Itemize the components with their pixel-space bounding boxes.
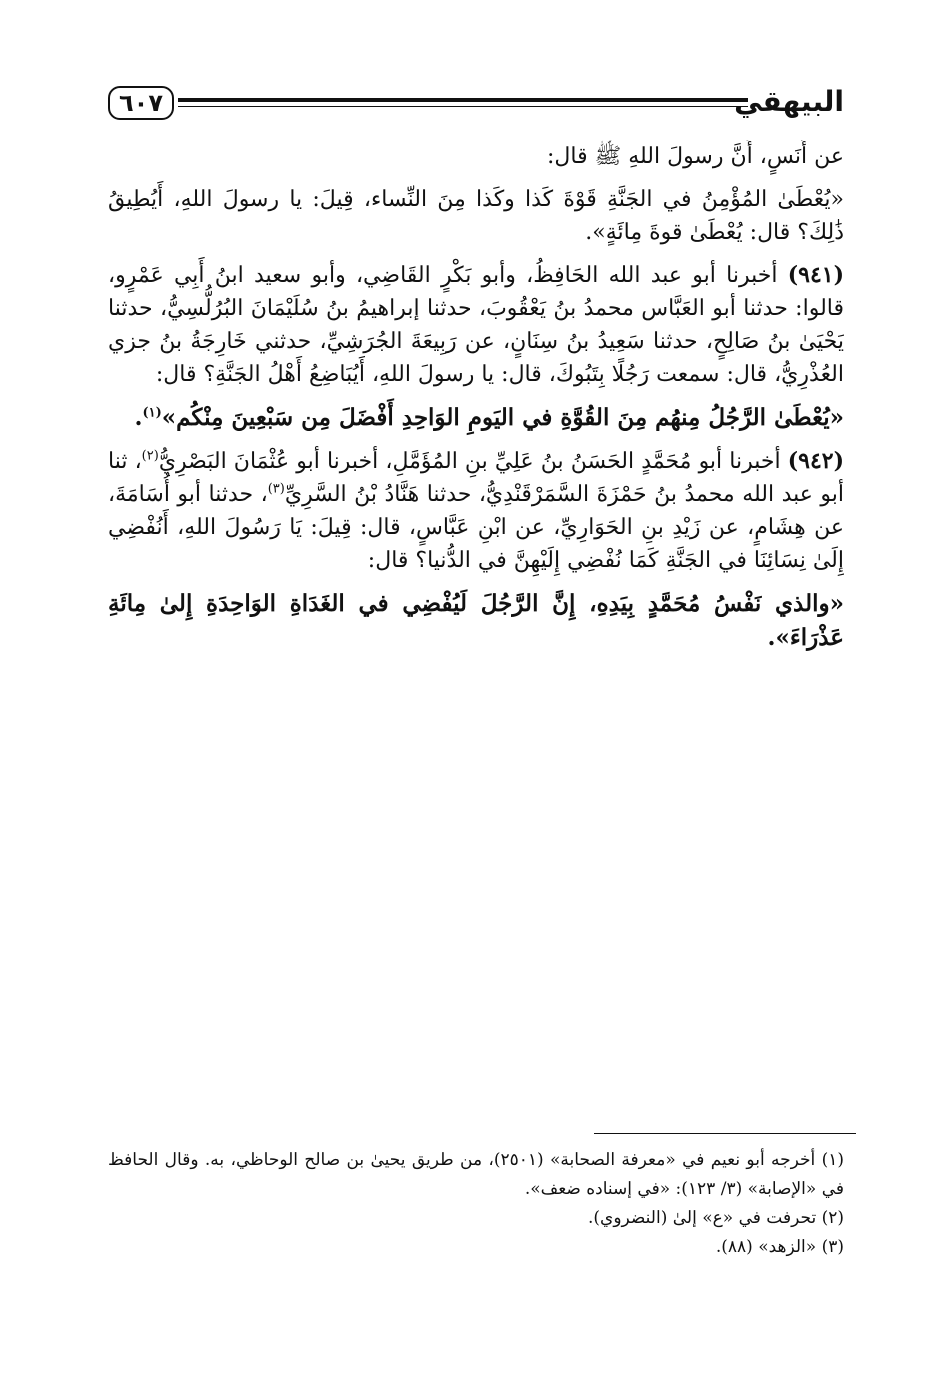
- page-header: [108, 84, 844, 128]
- footnote-divider: [594, 1133, 856, 1134]
- header-rule-thin: [178, 106, 748, 107]
- footnote-3: (٣) «الزهد» (٨٨).: [715, 1237, 844, 1257]
- hadith-quote: «يُعْطَىٰ الرَّجُلُ مِنهُم مِنَ القُوَّةِ في اليَومِ الوَاحِدِ أَفْضَلَ مِن سَبْعِينَ مِنْكُم»$^{(١)}$.: [134, 404, 844, 431]
- hadith-quote: «والذي نَفْسُ مُحَمَّدٍ بِيَدِهِ، إِنَّ الرَّجُلَ لَيُفْضِي في الغَدَاةِ الوَاحِدَةِ إِلىٰ مِائَةِ عَذْرَاءَ».: [108, 590, 844, 651]
- page-number: ٦٠٧: [119, 89, 163, 117]
- page-number-badge: [108, 86, 174, 120]
- paragraph: «يُعْطَىٰ المُؤْمِنُ في الجَنَّةِ قَوْةَ كَذا وكَذا مِنَ النِّساء، قِيلَ: يا رسولَ اللهِ، أَيُطِيقُ ذَٰلِكَ؟ قال: يُعْطَىٰ قوةَ مِائَةٍ».: [108, 187, 844, 245]
- footnote-ref[interactable]: (١): [142, 405, 162, 421]
- hadith-text: ، ثنا أبو عبد الله محمدُ بنُ حَمْزَةَ السَّمَرْقَنْدِيُّ، حدثنا هَنَّادُ بْنُ السَّرِيِّ: [108, 449, 844, 507]
- footnote-ref[interactable]: (٢): [141, 448, 159, 464]
- hadith-number: (٩٤٢): [787, 448, 844, 474]
- quote-text: «يُعْطَىٰ الرَّجُلُ مِنهُم مِنَ القُوَّةِ في اليَومِ الوَاحِدِ أَفْضَلَ مِن سَبْعِينَ مِنْكُم»: [161, 404, 844, 431]
- hadith-text: ، حدثنا أبو أُسَامَةَ، عن هِشَامٍ، عن زَيْدِ بنِ الحَوَارِيِّ، عن ابْنِ عَبَّاسٍ، قال: قِيلَ: يَا رَسُولَ اللهِ، أَنُفْضِي إِلَىٰ نِسَائِنَا في الجَنَّةِ كَمَا نُفْضِي إِلَيْهِنَّ في الدُّنيا؟ قال:: [108, 482, 844, 573]
- hadith-942: [108, 445, 844, 577]
- hadith-text: أخبرنا أبو عبد الله الحَافِظُ، وأبو بَكْرٍ القَاضِي، وأبو سعيد ابنُ أَبِي عَمْرٍو، قالوا: حدثنا أبو العَبَّاس محمدُ بنُ يَعْقُوبَ، حدثنا إبراهيمُ بنُ سُلَيْمَانَ البُرُلُّسِيُّ، حدثنا يَحْيَىٰ بنُ صَالِحٍ، حدثنا سَعِيدُ بنُ سِنَانٍ، عن رَبِيعَةَ الجُرَشِيِّ، حدثني خَارِجَةُ بنُ جزي العُذْرِيُّ، قال: سمعت رَجُلًا بِتَبُوكَ، قال: يا رسولَ اللهِ، أَيُبَاضِعُ أَهْلُ الجَنَّةِ؟ قال:: [108, 263, 844, 387]
- footnotes: [108, 1146, 844, 1306]
- hadith-number: (٩٤١): [787, 262, 844, 288]
- footnote-1: (١) أخرجه أبو نعيم في «معرفة الصحابة» (٢٥٠١)، من طريق يحيىٰ بن صالح الوحاظي، به. وقال الحافظ في «الإصابة» (٣/ ١٢٣): «في إسناده ضعف».: [108, 1150, 844, 1199]
- paragraph: عن أَنَسٍ، أَنَّ رسولَ اللهِ ﷺ قال:: [547, 144, 844, 169]
- main-text: [108, 140, 844, 1126]
- hadith-text: أخبرنا أبو مُحَمَّدٍ الحَسَنُ بنُ عَلِيِّ بنِ المُؤَمَّلِ، أخبرنا أبو عُثْمَانَ البَصْرِيُّ: [158, 449, 781, 474]
- footnote-ref[interactable]: (٣): [267, 481, 285, 497]
- running-title: البيهقي: [734, 85, 844, 118]
- header-rule: [178, 98, 748, 102]
- hadith-941: [108, 259, 844, 391]
- footnote-2: (٢) تحرفت في «ع» إلىٰ (النضروي).: [588, 1208, 844, 1228]
